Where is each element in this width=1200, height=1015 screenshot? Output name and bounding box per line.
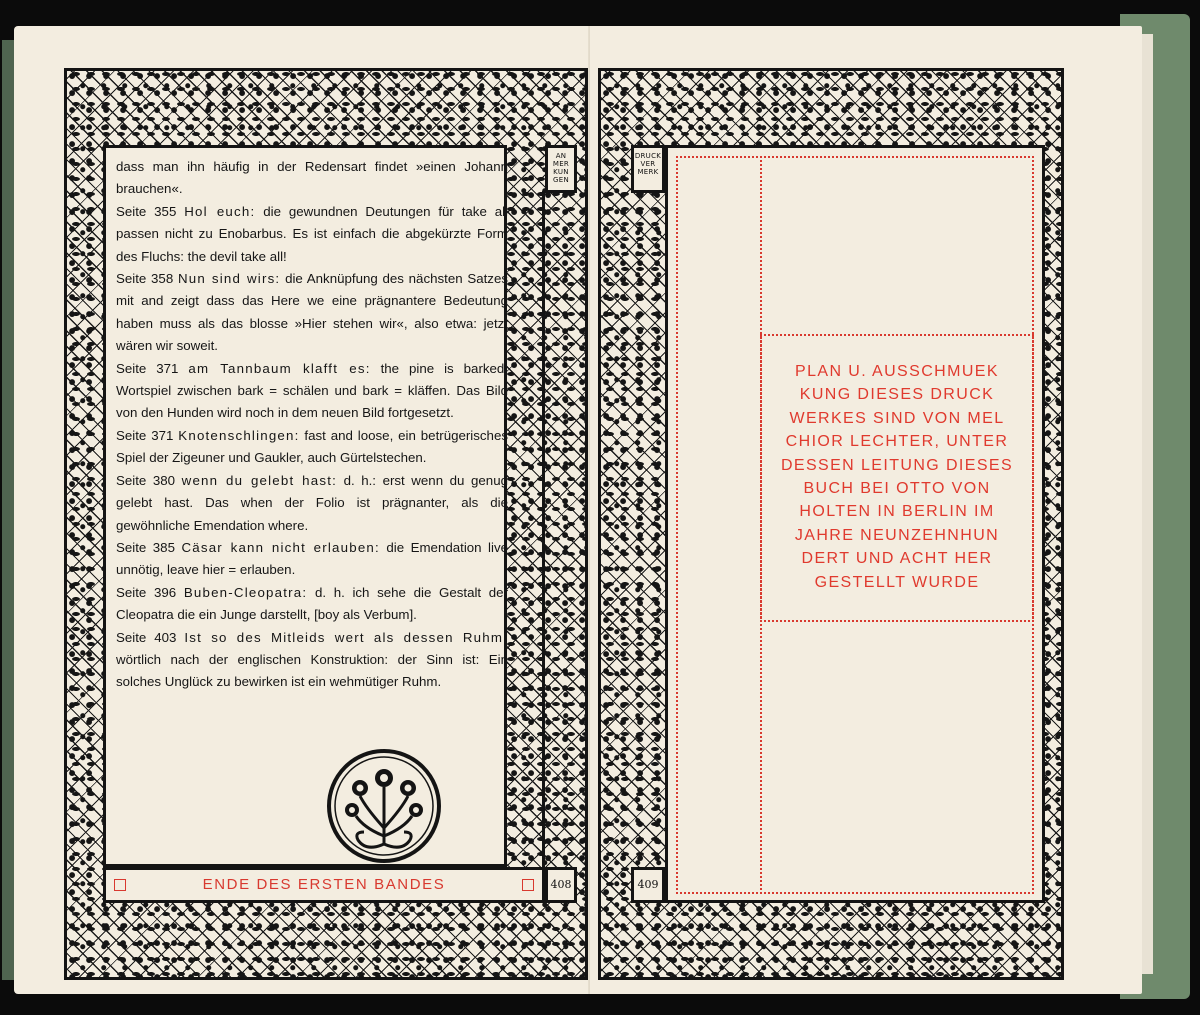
annotation-entry <box>116 537 508 582</box>
page-reference: Seite 396 <box>116 584 177 600</box>
lemma: Nun sind wirs: <box>177 271 281 287</box>
annotation-text: die gewundnen Deutungen für take all passen nicht zu Enobarbus. Es ist einfach die abgekürzte Form des Fluchs: the devil take all! <box>116 203 509 264</box>
annotation-entry <box>116 201 508 268</box>
annotation-text: die Anknüpfung des nächsten Satzes mit and zeigt dass das Here we eine prägnantere Bedeutung haben muss als das blosse »Hier stehen wir«, also etwa: jetzt wären wir soweit. <box>116 271 509 354</box>
page-reference: Seite 371 <box>116 360 179 376</box>
annotation-text: die Emendation live unnötig, leave hier = erlauben. <box>116 539 508 578</box>
colophon-line: GESTELLT WURDE <box>814 573 980 591</box>
margin-label-druckvermerk <box>634 148 662 176</box>
page-number-left: 408 <box>550 878 572 891</box>
margin-label-line: VER <box>640 160 656 168</box>
floral-emblem <box>326 748 442 864</box>
page-number-box <box>631 867 665 903</box>
colophon-line: KUNG DIESES DRUCK <box>799 386 995 404</box>
annotation-entry <box>116 156 508 201</box>
page-reference: Seite 380 <box>116 472 176 488</box>
annotation-entry <box>116 425 508 470</box>
colophon-panel <box>665 145 1045 903</box>
colophon-line: WERKES SIND VON MEL <box>789 409 1005 427</box>
colophon-line: CHIOR LECHTER, UNTER <box>785 433 1009 451</box>
margin-label-line: MER <box>552 160 570 168</box>
lemma: wenn du gelebt hast: <box>181 472 337 488</box>
annotation-text: d. h.: erst wenn du genug gelebt hast. Das when der Folio ist prägnanter, als die gewöhnliche Emendation where. <box>116 472 508 533</box>
annotation-entry <box>116 358 508 425</box>
page-number-right: 409 <box>637 878 659 891</box>
page-number-box <box>545 867 577 903</box>
column-divider <box>542 191 545 867</box>
colophon-line: BUCH BEI OTTO VON <box>803 480 991 498</box>
margin-label-line: MERK <box>637 168 659 176</box>
annotation-text: dass man ihn häufig in der Redensart findet »einen Johann brauchen«. <box>116 159 508 197</box>
annotation-text: the pine is barked: Wortspiel zwischen bark = schälen und bark = kläffen. Das Bild von den Hunden wird noch in dem neuen Bild fortgesetzt. <box>116 360 509 421</box>
margin-label-anmerkungen <box>548 148 574 184</box>
margin-label-line: GEN <box>553 176 569 184</box>
annotation-text: d. h. ich sehe die Gestalt der Cleopatra die ein Junge darstellt, [boy als Verbum]. <box>116 584 509 623</box>
lemma: Buben-Cleopatra: <box>183 584 308 600</box>
text-panel <box>103 145 507 867</box>
annotation-text: wörtlich nach der englischen Konstruktion: der Sinn ist: Ein solches Unglück zu bewirken ist ein wehmütiger Ruhm. <box>116 651 508 690</box>
colophon-line: DESSEN LEITUNG DIESES <box>780 456 1014 474</box>
left-page <box>14 26 588 994</box>
colophon-line: HOLTEN IN BERLIN IM <box>799 503 995 521</box>
page-reference: Seite 385 <box>116 539 175 555</box>
page-reference: Seite 355 <box>116 203 177 219</box>
red-square-ornament-right <box>522 879 534 891</box>
ornamental-border-left <box>64 68 588 980</box>
colophon-text <box>764 360 1030 594</box>
page-reference: Seite 358 <box>116 271 174 287</box>
lemma: Knotenschlingen: <box>178 427 300 443</box>
page-reference: Seite 371 <box>116 427 174 443</box>
ornamental-border-right <box>598 68 1064 980</box>
page-reference: Seite 403 <box>116 629 177 645</box>
annotation-entry <box>116 627 508 694</box>
colophon-line: PLAN U. AUSSCHMUEK <box>795 363 999 380</box>
annotation-entry <box>116 582 508 627</box>
margin-label-box <box>545 145 577 193</box>
margin-label-line: AN <box>555 152 567 160</box>
margin-label-line: DRUCK <box>634 152 662 160</box>
annotation-text: fast and loose, ein betrügerisches Spiel der Zigeuner und Gaukler, auch Gürtelstechen. <box>116 427 508 466</box>
annotations-text <box>116 156 508 694</box>
lemma: Ist so des Mitleids wert als dessen Ruhm: <box>184 629 509 645</box>
annotation-entry <box>116 268 508 358</box>
footer-title: ENDE DES ERSTEN BANDES <box>202 876 446 893</box>
annotation-entry <box>116 470 508 537</box>
footer-bar <box>103 867 545 903</box>
colophon-line: JAHRE NEUNZEHNHUN <box>794 526 1000 544</box>
lemma: Hol euch: <box>184 203 256 219</box>
right-page <box>590 26 1142 994</box>
colophon-line: DERT UND ACHT HER <box>801 550 993 568</box>
margin-label-box <box>631 145 665 193</box>
lemma: Cäsar kann nicht erlauben: <box>181 539 380 555</box>
margin-label-line: KUN <box>553 168 569 176</box>
lemma: am Tannbaum klafft es: <box>188 360 371 376</box>
